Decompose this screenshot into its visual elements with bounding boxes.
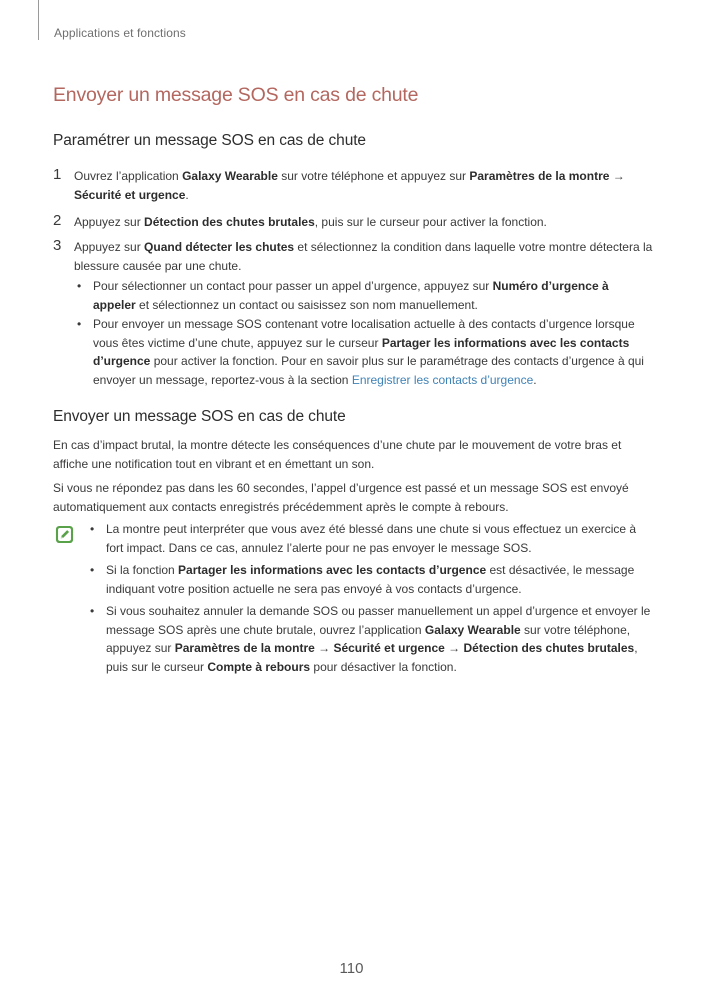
menu-path: Partager les informations avec les contacts d’urgence [178,563,487,577]
list-item: • Si vous souhaitez annuler la demande SOS ou passer manuellement un appel d’urgence et envoyer le message SOS après une chute brutale, ouvrez l’application Galaxy Wearable sur votre téléphone, appuyez sur Paramètres de la montre → Sécurité et urgence → Détection des chutes brutales, puis sur le curseur Compte à rebours pour désactiver la fonction. [90,604,651,674]
menu-path: Partager les informations avec les contacts d’urgence [93,335,630,368]
step-text: Appuyez sur Détection des chutes brutales, puis sur le curseur pour activer la fonction. [74,215,547,229]
menu-path: Détection des chutes brutales [144,215,315,229]
note-pencil-icon [55,525,74,544]
menu-path: Sécurité et urgence [74,187,186,202]
menu-path: Numéro d’urgence à appeler [93,279,609,312]
menu-path: Paramètres de la montre [469,169,610,183]
body-paragraph: En cas d’impact brutal, la montre détecte les conséquences d’une chute par le mouvement de votre bras et affiche une notification tout en vibrant et en émettant un son. [53,438,622,471]
body-paragraph: Si vous ne répondez pas dans les 60 secondes, l’appel d’urgence est passé et un message SOS est envoyé automatiquement aux contacts enregistrés précédemment après le compte à rebours. [53,481,629,514]
bullet-dot: • [77,317,82,331]
app-name: Galaxy Wearable [424,622,521,637]
list-item: • La montre peut interpréter que vous avez été blessé dans une chute si vous effectuez un exercice à fort impact. Dans ce cas, annulez l’alerte pour ne pas envoyer le message SOS. [90,522,637,555]
menu-path: Sécurité et urgence [333,641,445,655]
section-title-setup: Paramétrer un message SOS en cas de chute [53,132,366,149]
running-head: Applications et fonctions [54,26,186,40]
bullet-dot: • [90,522,95,536]
step-3-sub-list [76,277,652,390]
section-title-send: Envoyer un message SOS en cas de chute [53,408,346,425]
menu-path: Paramètres de la montre [174,641,315,655]
step-text: Ouvrez l’application Galaxy Wearable sur votre téléphone et appuyez sur Paramètres de la montre → Sécurité et urgence. [74,169,625,202]
bullet-dot: • [90,604,95,618]
list-item: • Pour envoyer un message SOS contenant votre localisation actuelle à des contacts d’urgence lorsque vous êtes victime d’une chute, appuyez sur le curseur Partager les informations avec les contacts d’urgence pour activer la fonction. Pour en savoir plus sur le paramétrage des contacts d’urgence à qui envoyer un message, reportez-vous à la section Enregistrer les contacts d’urgence. [77,317,644,387]
bullet-dot: • [90,563,95,577]
bullet-dot: • [77,279,82,293]
note-list [89,520,651,680]
chapter-title: Envoyer un message SOS en cas de chute [53,84,419,106]
step-text: Appuyez sur Quand détecter les chutes et sélectionnez la condition dans laquelle votre montre détectera la blessure causée par une chute. [74,240,653,273]
cross-reference-link[interactable]: Enregistrer les contacts d’urgence [351,372,534,387]
menu-path: Quand détecter les chutes [144,240,295,254]
step-number: 1 [53,166,62,183]
list-item: • Si la fonction Partager les informations avec les contacts d’urgence est désactivée, le message indiquant votre position actuelle ne sera pas envoyé à vos contacts d’urgence. [90,563,635,596]
margin-rule [38,0,39,40]
app-name: Galaxy Wearable [182,169,278,183]
step-number: 3 [53,237,62,254]
list-item: • Pour sélectionner un contact pour passer un appel d’urgence, appuyez sur Numéro d’urgence à appeler et sélectionnez un contact ou saisissez son nom manuellement. [77,279,609,312]
page-number: 110 [339,960,364,977]
menu-path: Compte à rebours [207,659,311,674]
step-number: 2 [53,212,62,229]
menu-path: Détection des chutes brutales [463,641,635,655]
